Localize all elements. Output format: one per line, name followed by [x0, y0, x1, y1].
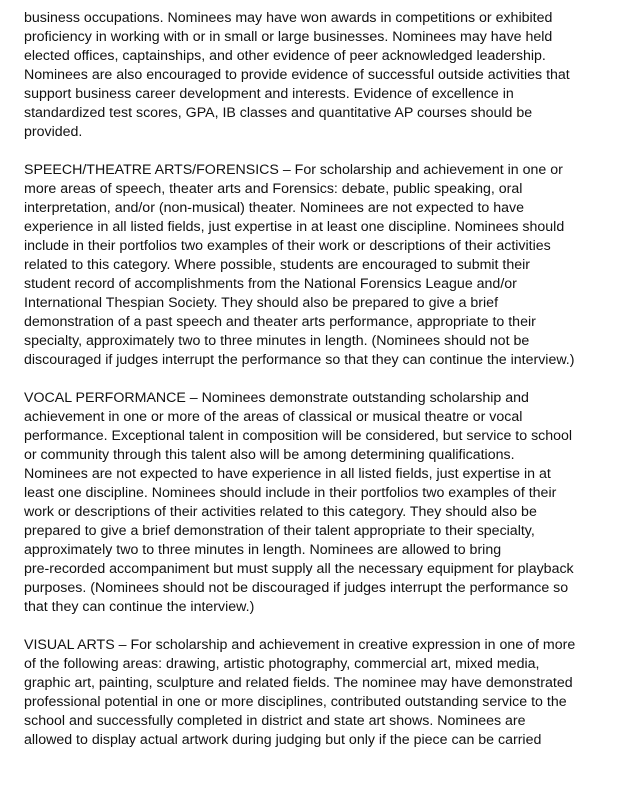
- text-line: Nominees are also encouraged to provide evidence of successful outside activities that: [24, 67, 570, 83]
- text-line: or community through this talent also will be among determining qualifications.: [24, 447, 515, 463]
- text-line: specialty, approximately two to three minutes in length. (Nominees should not be: [24, 333, 530, 349]
- text-line: graphic art, painting, sculpture and related fields. The nominee may have demonstrated: [24, 675, 573, 691]
- text-line: allowed to display actual artwork during judging but only if the piece can be carried: [24, 732, 542, 748]
- text-line: discouraged if judges interrupt the performance so that they can continue the interview.): [24, 352, 575, 368]
- text-line: performance. Exceptional talent in composition will be considered, but service to school: [24, 428, 573, 444]
- paragraph-business: [24, 9, 619, 142]
- text-line: proficiency in working with or in small or large businesses. Nominees may have held: [24, 29, 553, 45]
- text-line: of the following areas: drawing, artistic photography, commercial art, mixed media,: [24, 656, 540, 672]
- text-line: related to this category. Where possible, students are encouraged to submit their: [24, 257, 531, 273]
- text-line: Nominees are not expected to have experience in all listed fields, just expertise in at: [24, 466, 551, 482]
- text-line: standardized test scores, GPA, IB classes and quantitative AP courses should be: [24, 105, 533, 121]
- paragraph-vocal-performance: [24, 389, 619, 617]
- text-line: approximately two to three minutes in length. Nominees are allowed to bring: [24, 542, 502, 558]
- text-line: that they can continue the interview.): [24, 599, 255, 615]
- text-line: demonstration of a past speech and theater arts performance, appropriate to their: [24, 314, 536, 330]
- text-line: business occupations. Nominees may have won awards in competitions or exhibited: [24, 10, 553, 26]
- text-line: professional potential in one or more disciplines, contributed outstanding service to the: [24, 694, 567, 710]
- document-page: [24, 9, 619, 769]
- text-line: purposes. (Nominees should not be discouraged if judges interrupt the performance so: [24, 580, 569, 596]
- text-line: provided.: [24, 124, 83, 140]
- text-line: SPEECH/THEATRE ARTS/FORENSICS – For scholarship and achievement in one or: [24, 162, 563, 178]
- paragraph-speech-theatre: [24, 161, 619, 370]
- text-line: least one discipline. Nominees should include in their portfolios two examples of their: [24, 485, 557, 501]
- text-line: interpretation, and/or (non-musical) theater. Nominees are not expected to have: [24, 200, 524, 216]
- text-line: pre-recorded accompaniment but must supply all the necessary equipment for playback: [24, 561, 574, 577]
- text-line: more areas of speech, theater arts and Forensics: debate, public speaking, oral: [24, 181, 523, 197]
- text-line: VOCAL PERFORMANCE – Nominees demonstrate outstanding scholarship and: [24, 390, 529, 406]
- text-line: experience in all listed fields, just expertise in at least one discipline. Nominees should: [24, 219, 565, 235]
- text-line: elected offices, captainships, and other evidence of peer acknowledged leadership.: [24, 48, 546, 64]
- text-line: prepared to give a brief demonstration of their talent appropriate to their specialty,: [24, 523, 535, 539]
- text-line: school and successfully completed in district and state art shows. Nominees are: [24, 713, 526, 729]
- text-line: support business career development and interests. Evidence of excellence in: [24, 86, 514, 102]
- text-line: include in their portfolios two examples of their work or descriptions of their activities: [24, 238, 551, 254]
- text-line: International Thespian Society. They should also be prepared to give a brief: [24, 295, 499, 311]
- paragraph-visual-arts: [24, 636, 619, 750]
- text-line: student record of accomplishments from the National Forensics League and/or: [24, 276, 517, 292]
- text-line: work or descriptions of their activities related to this category. They should also be: [24, 504, 537, 520]
- text-line: achievement in one or more of the areas of classical or musical theatre or vocal: [24, 409, 523, 425]
- text-line: VISUAL ARTS – For scholarship and achievement in creative expression in one of more: [24, 637, 576, 653]
